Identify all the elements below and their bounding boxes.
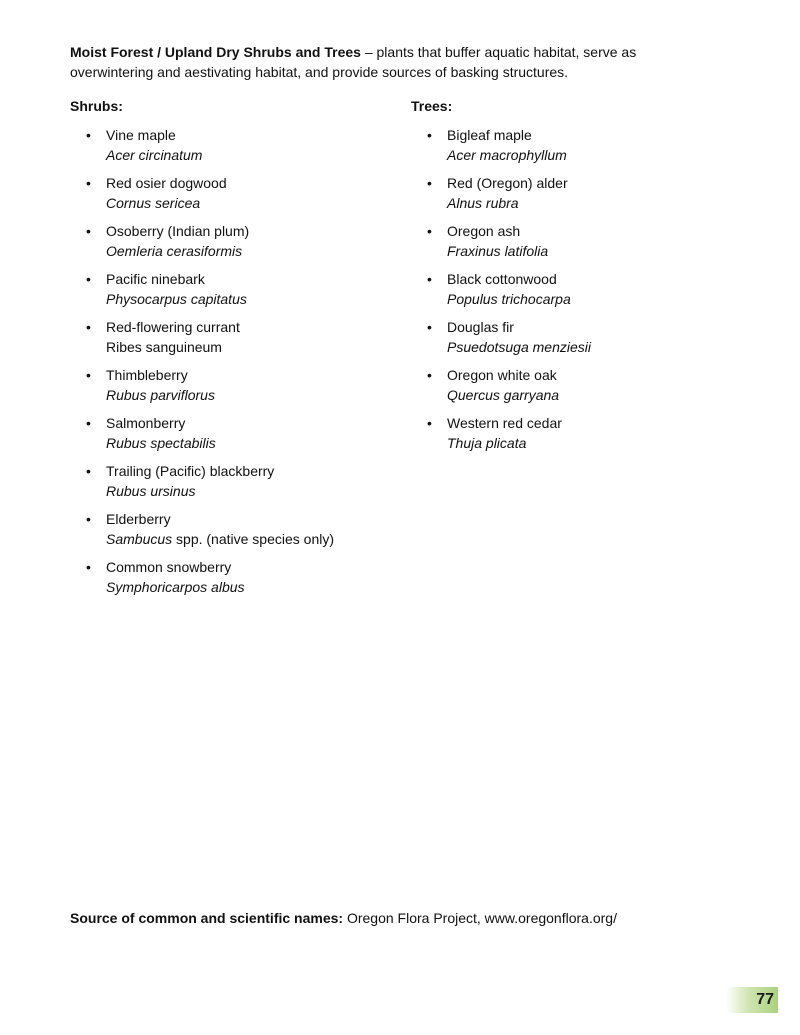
intro-text: – plants that buffer aquatic habitat, serve as overwintering and aestivating habitat, and provide sources of basking structures.: [70, 44, 637, 80]
scientific-name: Rubus ursinus: [106, 482, 196, 499]
trees-column: [411, 96, 731, 462]
scientific-name: Acer macrophyllum: [447, 146, 567, 163]
list-item: [70, 222, 390, 261]
scientific-name: Cornus sericea: [106, 194, 201, 211]
list-item: [411, 414, 731, 453]
common-name: • Trailing (Pacific) blackberry: [106, 463, 275, 479]
source-text: Oregon Flora Project, www.oregonflora.org/: [343, 910, 617, 926]
scientific-note: spp. (native species only): [172, 530, 335, 547]
list-item: [411, 270, 731, 309]
common-name: • Western red cedar: [447, 415, 562, 431]
scientific-name: Physocarpus capitatus: [106, 290, 247, 307]
trees-list: [411, 126, 731, 453]
scientific-name: Ribes sanguineum: [106, 338, 222, 355]
list-item: [70, 510, 390, 549]
list-item: [411, 126, 731, 165]
section-title: Moist Forest / Upland Dry Shrubs and Trees: [70, 44, 361, 60]
list-item: [70, 126, 390, 165]
common-name: • Red (Oregon) alder: [447, 175, 568, 191]
list-item: [411, 366, 731, 405]
scientific-name: Populus trichocarpa: [447, 290, 571, 307]
scientific-name: Symphoricarpos albus: [106, 578, 245, 595]
common-name: • Douglas fir: [447, 319, 514, 335]
page-number: 77: [756, 991, 774, 1008]
source-note: [70, 908, 750, 928]
common-name: • Salmonberry: [106, 415, 186, 431]
shrubs-column: [70, 96, 390, 606]
common-name: • Oregon ash: [447, 223, 521, 239]
scientific-name: Rubus parviflorus: [106, 386, 215, 403]
trees-heading: Trees:: [411, 98, 453, 114]
shrubs-list: [70, 126, 390, 597]
shrubs-heading: Shrubs:: [70, 98, 123, 114]
list-item: [70, 558, 390, 597]
list-item: [70, 462, 390, 501]
source-label: Source of common and scientific names:: [70, 910, 344, 926]
scientific-name: Quercus garryana: [447, 386, 560, 403]
list-item: [411, 318, 731, 357]
common-name: • Common snowberry: [106, 559, 232, 575]
scientific-name: Fraxinus latifolia: [447, 242, 549, 259]
list-item: [70, 366, 390, 405]
common-name: • Bigleaf maple: [447, 127, 532, 143]
list-item: [70, 318, 390, 357]
scientific-name: Psuedotsuga menziesii: [447, 338, 591, 355]
common-name: • Oregon white oak: [447, 367, 557, 383]
list-item: [70, 174, 390, 213]
scientific-name: Sambucus: [106, 530, 173, 547]
list-item: [411, 222, 731, 261]
scientific-name: Oemleria cerasiformis: [106, 242, 243, 259]
list-item: [70, 414, 390, 453]
intro-paragraph: [70, 42, 710, 82]
common-name: • Elderberry: [106, 511, 171, 527]
scientific-name: Rubus spectabilis: [106, 434, 216, 451]
common-name: • Pacific ninebark: [106, 271, 205, 287]
common-name: • Red-flowering currant: [106, 319, 240, 335]
common-name: • Black cottonwood: [447, 271, 557, 287]
list-item: [411, 174, 731, 213]
common-name: • Osoberry (Indian plum): [106, 223, 250, 239]
scientific-name: Thuja plicata: [447, 434, 527, 451]
common-name: • Red osier dogwood: [106, 175, 227, 191]
common-name: • Vine maple: [106, 127, 176, 143]
list-item: [70, 270, 390, 309]
scientific-name-line: [106, 530, 390, 550]
scientific-name: Alnus rubra: [447, 194, 519, 211]
scientific-name: Acer circinatum: [106, 146, 203, 163]
common-name: • Thimbleberry: [106, 367, 188, 383]
